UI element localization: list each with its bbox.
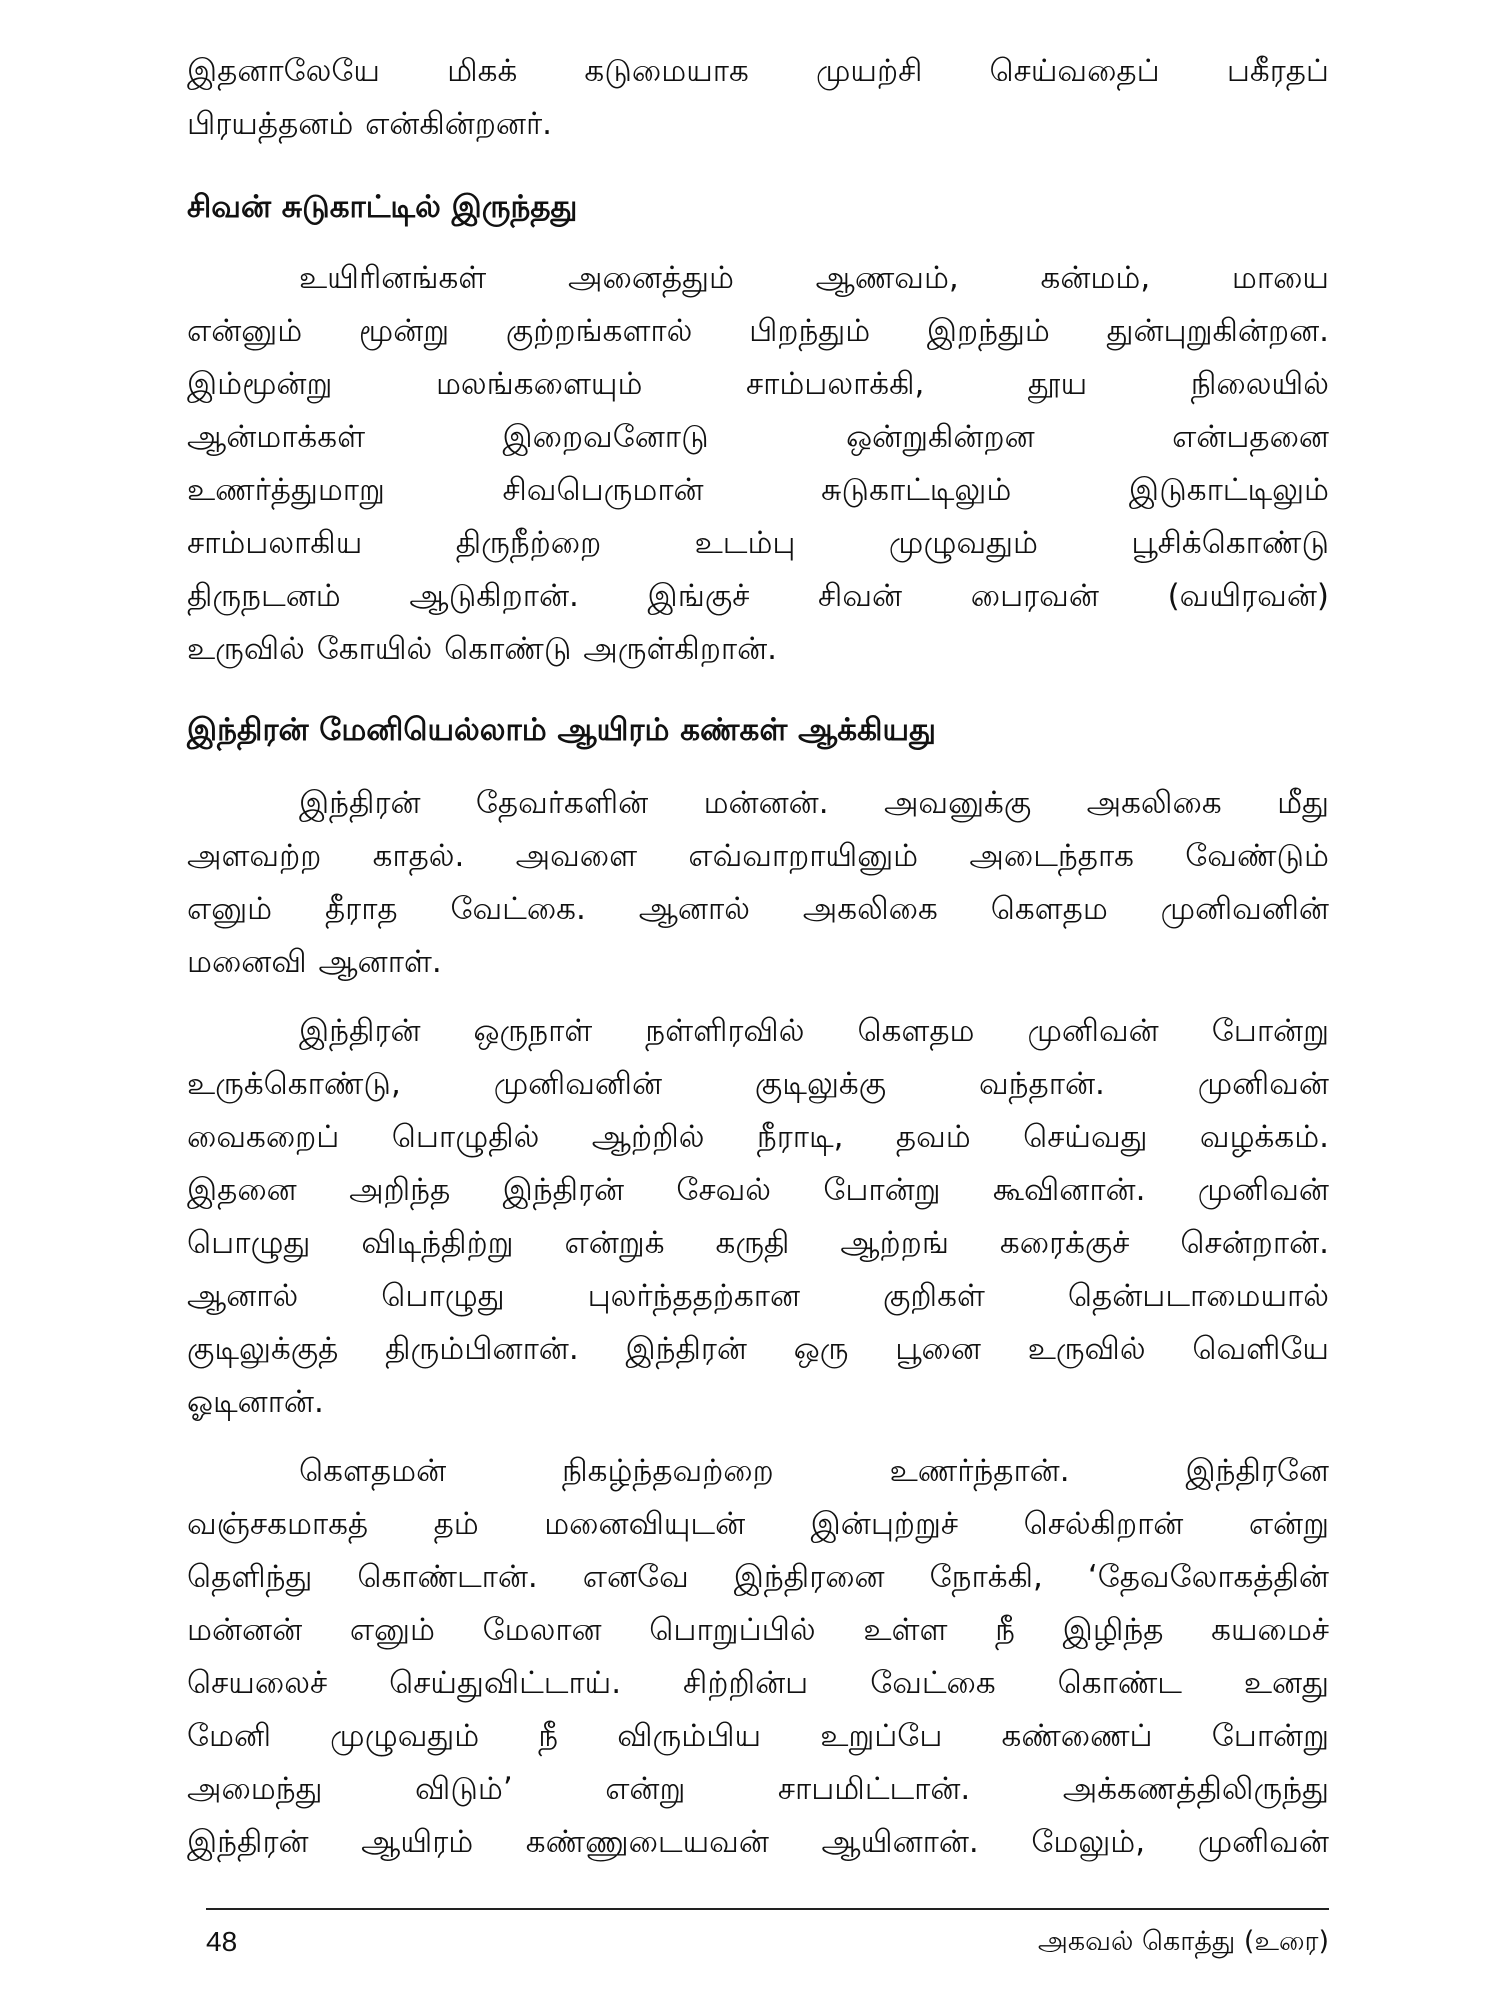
text-line: ஆனால் பொழுது புலர்ந்ததற்கான குறிகள் தென்படாமையால் (187, 1278, 1329, 1314)
paragraph (187, 1445, 1329, 1869)
intro-paragraph (187, 45, 1329, 151)
text-line: வஞ்சகமாகத் தம் மனைவியுடன் இன்புற்றுச் செல்கிறான் என்று (187, 1506, 1329, 1542)
section-heading: இந்திரன் மேனியெல்லாம் ஆயிரம் கண்கள் ஆக்கியது (187, 712, 936, 748)
text-line: உருக்கொண்டு, முனிவனின் குடிலுக்கு வந்தான். முனிவன் (187, 1066, 1329, 1102)
text-line: அமைந்து விடும்’ என்று சாபமிட்டான். அக்கணத்திலிருந்து (187, 1771, 1329, 1807)
text-column (187, 45, 1329, 1869)
text-line: மனைவி ஆனாள். (187, 944, 442, 980)
text-line: திருநடனம் ஆடுகிறான். இங்குச் சிவன் பைரவன் (வயிரவன்) (187, 578, 1329, 614)
text-line: எனும் தீராத வேட்கை. ஆனால் அகலிகை கௌதம முனிவனின் (187, 891, 1329, 927)
text-line: பிரயத்தனம் என்கின்றனர். (187, 106, 553, 142)
section-heading: சிவன் சுடுகாட்டில் இருந்தது (187, 189, 578, 225)
text-line: உயிரினங்கள் அனைத்தும் ஆணவம், கன்மம், மாயை (299, 260, 1329, 296)
text-line: இந்திரன் தேவர்களின் மன்னன். அவனுக்கு அகலிகை மீது (299, 785, 1329, 821)
paragraph (187, 252, 1329, 676)
text-line: உணர்த்துமாறு சிவபெருமான் சுடுகாட்டிலும் இடுகாட்டிலும் (187, 472, 1329, 508)
text-line: இதனை அறிந்த இந்திரன் சேவல் போன்று கூவினான். முனிவன் (187, 1172, 1329, 1208)
text-line: சாம்பலாகிய திருநீற்றை உடம்பு முழுவதும் பூசிக்கொண்டு (187, 525, 1329, 561)
text-line: ஓடினான். (187, 1384, 324, 1420)
text-line: இந்திரன் ஆயிரம் கண்ணுடையவன் ஆயினான். மேலும், முனிவன் (187, 1824, 1329, 1860)
text-line: இந்திரன் ஒருநாள் நள்ளிரவில் கௌதம முனிவன் போன்று (299, 1013, 1329, 1049)
text-line: பொழுது விடிந்திற்று என்றுக் கருதி ஆற்றங் கரைக்குச் சென்றான். (187, 1225, 1329, 1261)
text-line: செயலைச் செய்துவிட்டாய். சிற்றின்ப வேட்கை கொண்ட உனது (187, 1665, 1329, 1701)
text-line: உருவில் கோயில் கொண்டு அருள்கிறான். (187, 631, 778, 667)
text-line: மன்னன் எனும் மேலான பொறுப்பில் உள்ள நீ இழிந்த கயமைச் (187, 1612, 1329, 1648)
text-line: மேனி முழுவதும் நீ விரும்பிய உறுப்பே கண்ணைப் போன்று (187, 1718, 1329, 1754)
text-line: இதனாலேயே மிகக் கடுமையாக முயற்சி செய்வதைப் பகீரதப் (187, 53, 1329, 89)
text-line: இம்மூன்று மலங்களையும் சாம்பலாக்கி, தூய நிலையில் (187, 366, 1329, 402)
text-line: தெளிந்து கொண்டான். எனவே இந்திரனை நோக்கி, ‘தேவலோகத்தின் (187, 1559, 1329, 1595)
running-footer-title: அகவல் கொத்து (உரை) (1037, 1926, 1329, 1957)
paragraph (187, 777, 1329, 989)
page-number: 48 (206, 1926, 238, 1957)
text-line: அளவற்ற காதல். அவளை எவ்வாறாயினும் அடைந்தாக வேண்டும் (187, 838, 1329, 874)
footer-divider (206, 1908, 1329, 1910)
paragraph (187, 1005, 1329, 1429)
text-line: என்னும் மூன்று குற்றங்களால் பிறந்தும் இறந்தும் துன்புறுகின்றன. (187, 313, 1329, 349)
text-line: ஆன்மாக்கள் இறைவனோடு ஒன்றுகின்றன என்பதனை (187, 419, 1329, 455)
text-line: குடிலுக்குத் திரும்பினான். இந்திரன் ஒரு பூனை உருவில் வெளியே (187, 1331, 1329, 1367)
text-line: வைகறைப் பொழுதில் ஆற்றில் நீராடி, தவம் செய்வது வழக்கம். (187, 1119, 1329, 1155)
text-line: கௌதமன் நிகழ்ந்தவற்றை உணர்ந்தான். இந்திரனே (299, 1453, 1329, 1489)
